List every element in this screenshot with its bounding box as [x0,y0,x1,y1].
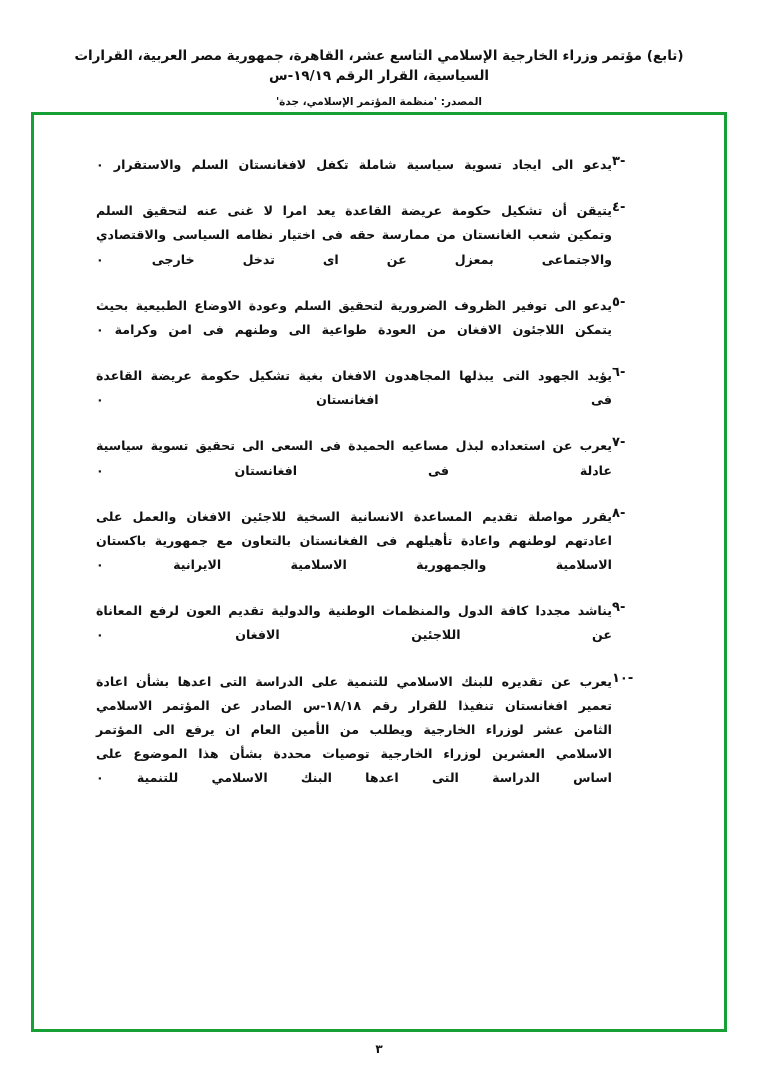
clause-item [88,199,670,272]
clause-text: يؤيد الجهود التى يبذلها المجاهدون الافغان بغية تشكيل حكومة عريضة القاعدة فى افغانستان ٠ [96,368,612,408]
clause-item [88,670,670,791]
clause-number: -١٠ [612,670,634,686]
clause-list [34,115,724,1029]
clause-text: يقرر مواصلة تقديم المساعدة الانسانية السخية للاجئين الافغان والعمل على اعادتهم لوطنهم واعادة تأهيلهم فى الفغانستان بالتعاون مع جمهورية باكستان الاسلامية والجمهورية الاسلامية الايرانية ٠ [96,508,612,573]
source-line: المصدر: 'منظمة المؤتمر الإسلامي، جدة' [275,95,483,108]
clause-item [88,153,670,177]
clause-item [88,434,670,482]
content-frame [31,112,727,1032]
clause-text: يناشد مجددا كافة الدول والمنظمات الوطنية والدولية تقديم العون لرفع المعاناة عن اللاجئين الافغان ٠ [96,603,612,643]
clause-number: -٨ [612,505,626,521]
clause-item [88,364,670,412]
clause-number: -٤ [612,200,626,216]
clause-item [88,599,670,647]
clause-number: -٧ [612,435,626,451]
page-number: ٣ [375,1042,383,1056]
clause-number: -٩ [612,600,626,616]
page-title: (تابع) مؤتمر وزراء الخارجية الإسلامي التاسع عشر، القاهرة، جمهورية مصر العربية، القرارات السياسية، القرار الرقم ١٩/١٩-س [74,48,684,85]
clause-text: يدعو الى توفير الظروف الضرورية لتحقيق السلم وعودة الاوضاع الطبيعية بحيث يتمكن اللاجئون الافغان من العودة طواعية الى وطنهم فى امن وكرامة ٠ [96,297,612,337]
clause-item [88,505,670,578]
clause-number: -٣ [612,154,626,169]
clause-number: -٥ [612,294,626,310]
clause-text: يعرب عن تقديره للبنك الاسلامي للتنمية على الدراسة التى اعدها بشأن اعادة تعمير افغانستان تنفيذا للقرار رقم ١٨/١٨-س الصادر عن المؤتمر الاسلامي الثامن عشر لوزراء الخارجية ويطلب من الأمين العام ان يرفع الى المؤتمر الاسلامي العشرين لوزراء الخارجية توصيات محددة بشأن هذا الموضوع على اساس الدراسة التى اعدها البنك الاسلامي للتنمية ٠ [96,673,613,786]
clause-item [88,294,670,342]
clause-text: يدعو الى ايجاد تسوية سياسية شاملة تكفل لافغانستان السلم والاستقرار ٠ [96,157,612,172]
document-header [0,0,758,108]
clause-text: يتيقن أن تشكيل حكومة عريضة القاعدة يعد امرا لا غنى عنه لتحقيق السلم وتمكين شعب الغانستان من ممارسة حقه فى اختيار نظامه السياسى والاقتصادي والاجتماعى بمعزل عن اى تدخل خارجى ٠ [96,203,612,267]
clause-text: يعرب عن استعداده لبذل مساعيه الحميدة فى السعى الى تحقيق تسوية سياسية عادلة فى افغانستان ٠ [96,438,612,478]
clause-number: -٦ [612,365,626,381]
